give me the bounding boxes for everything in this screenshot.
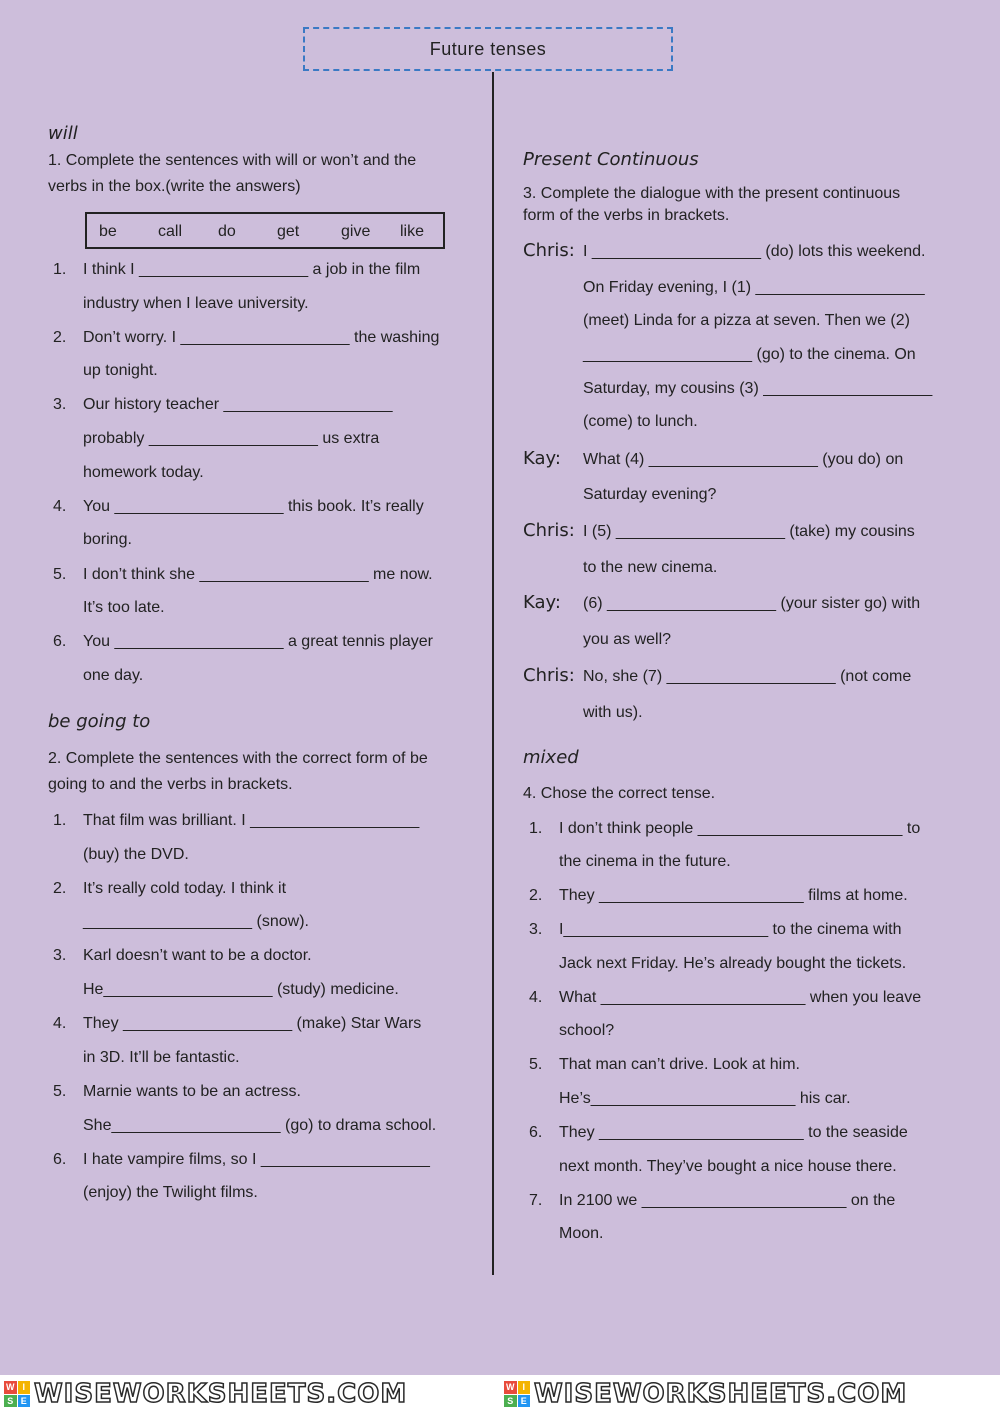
going-to-instruction-line1: 2. Complete the sentences with the correct form of be [48, 750, 428, 767]
will-instruction-line1: 1. Complete the sentences with will or won’t and the [48, 152, 417, 169]
will-item-text: up tonight. [83, 362, 158, 379]
will-instruction-line2: verbs in the box.(write the answers) [48, 178, 301, 195]
will-item-number: 1. [53, 261, 67, 278]
going-to-heading: be going to [48, 711, 151, 732]
mixed-item-text: school? [559, 1022, 615, 1039]
logo-letter: I [18, 1381, 31, 1394]
footer-banner [0, 1375, 1000, 1413]
mixed-item-number: 4. [529, 989, 543, 1006]
word-box-item: be [99, 223, 117, 240]
mixed-item-text: In 2100 we _______________________ on the [559, 1192, 896, 1209]
going-item-text: ___________________ (snow). [83, 913, 309, 930]
mixed-item-number: 6. [529, 1124, 543, 1141]
brand-logo[interactable] [4, 1379, 407, 1409]
speaker-name: Chris: [523, 520, 575, 541]
will-item-text: It’s too late. [83, 599, 165, 616]
dialogue-line: (come) to lunch. [583, 413, 698, 430]
mixed-item-text: I don’t think people _______________________ to [559, 820, 921, 837]
mixed-item-text: They _______________________ to the seaside [559, 1124, 908, 1141]
present-continuous-heading: Present Continuous [523, 149, 699, 170]
dialogue-line: I ___________________ (do) lots this weekend. [583, 243, 926, 260]
going-item-text: (enjoy) the Twilight films. [83, 1184, 258, 1201]
brand-name: WISEWORKSHEETS.COM [34, 1379, 408, 1409]
mixed-instruction: 4. Chose the correct tense. [523, 785, 716, 802]
logo-letter: E [518, 1395, 531, 1408]
logo-letter: S [4, 1395, 17, 1408]
going-item-text: It’s really cold today. I think it [83, 880, 287, 897]
mixed-item-text: That man can’t drive. Look at him. [559, 1056, 800, 1073]
logo-letter: E [18, 1395, 31, 1408]
will-item-text: probably ___________________ us extra [83, 430, 380, 447]
dialogue-line: you as well? [583, 631, 672, 648]
will-item-number: 5. [53, 566, 67, 583]
going-item-number: 2. [53, 880, 67, 897]
word-box-item: get [277, 223, 300, 240]
dialogue-line: Saturday, my cousins (3) ___________________ [583, 380, 933, 397]
going-item-text: Marnie wants to be an actress. [83, 1083, 301, 1100]
word-box [85, 212, 445, 249]
mixed-item-number: 7. [529, 1192, 543, 1209]
will-item-text: You ___________________ this book. It’s really [83, 498, 424, 515]
will-item-text: boring. [83, 531, 132, 548]
mixed-heading: mixed [523, 747, 579, 768]
going-to-instruction-line2: going to and the verbs in brackets. [48, 776, 293, 793]
brand-logo[interactable] [504, 1379, 907, 1409]
mixed-item-text: Jack next Friday. He’s already bought the tickets. [559, 955, 907, 972]
going-item-text: Karl doesn’t want to be a doctor. [83, 947, 312, 964]
dialogue-line: with us). [583, 704, 643, 721]
will-item-number: 2. [53, 329, 67, 346]
logo-grid-icon [504, 1381, 530, 1407]
mixed-item-number: 5. [529, 1056, 543, 1073]
dialogue-line: I (5) ___________________ (take) my cousins [583, 523, 915, 540]
dialogue-line: No, she (7) ___________________ (not come [583, 668, 912, 685]
speaker-name: Chris: [523, 665, 575, 686]
will-item-text: homework today. [83, 464, 204, 481]
present-instruction-line2: form of the verbs in brackets. [523, 207, 730, 224]
will-item-text: Our history teacher ___________________ [83, 396, 393, 413]
mixed-item-number: 2. [529, 887, 543, 904]
dialogue-line: Saturday evening? [583, 486, 717, 503]
logo-letter: S [504, 1395, 517, 1408]
speaker-name: Kay: [523, 592, 561, 613]
speaker-name: Chris: [523, 240, 575, 261]
dialogue-line: (meet) Linda for a pizza at seven. Then we (2) [583, 312, 910, 329]
going-item-text: in 3D. It’ll be fantastic. [83, 1049, 240, 1066]
will-item-text: one day. [83, 667, 144, 684]
logo-letter: W [6, 1382, 15, 1392]
mixed-item-text: I_______________________ to the cinema with [559, 921, 902, 938]
going-item-text: I hate vampire films, so I ___________________ [83, 1151, 430, 1168]
dialogue-line: On Friday evening, I (1) ___________________ [583, 279, 925, 296]
going-item-number: 5. [53, 1083, 67, 1100]
going-item-number: 3. [53, 947, 67, 964]
will-item-text: Don’t worry. I ___________________ the washing [83, 329, 440, 346]
logo-letter: I [518, 1381, 531, 1394]
will-item-text: You ___________________ a great tennis player [83, 633, 433, 650]
speaker-name: Kay: [523, 448, 561, 469]
will-item-number: 4. [53, 498, 67, 515]
column-divider [492, 72, 494, 1275]
logo-letter: W [506, 1382, 515, 1392]
word-box-item: give [341, 223, 371, 240]
title-text: Future tenses [429, 38, 547, 59]
going-item-text: They ___________________ (make) Star Wars [83, 1015, 422, 1032]
mixed-item-text: the cinema in the future. [559, 853, 731, 870]
dialogue-line: ___________________ (go) to the cinema. On [583, 346, 916, 363]
logo-grid-icon [4, 1381, 30, 1407]
going-item-number: 1. [53, 812, 67, 829]
will-item-number: 3. [53, 396, 67, 413]
will-item-text: industry when I leave university. [83, 295, 309, 312]
page-title [303, 27, 673, 71]
word-box-item: do [218, 223, 236, 240]
will-item-text: I don’t think she ___________________ me now. [83, 566, 433, 583]
brand-name: WISEWORKSHEETS.COM [534, 1379, 908, 1409]
dialogue-line: (6) ___________________ (your sister go) with [583, 595, 921, 612]
word-box-item: like [400, 223, 425, 240]
dialogue-line: to the new cinema. [583, 559, 718, 576]
word-box-item: call [158, 223, 183, 240]
will-item-text: I think I ___________________ a job in the film [83, 261, 421, 278]
present-instruction-line1: 3. Complete the dialogue with the present continuous [523, 185, 901, 202]
going-item-number: 4. [53, 1015, 67, 1032]
mixed-item-text: He’s_______________________ his car. [559, 1090, 851, 1107]
will-heading: will [48, 123, 78, 144]
going-item-text: That film was brilliant. I ___________________ [83, 812, 420, 829]
mixed-item-number: 3. [529, 921, 543, 938]
going-item-number: 6. [53, 1151, 67, 1168]
mixed-item-text: They _______________________ films at home. [559, 887, 908, 904]
dialogue-line: What (4) ___________________ (you do) on [583, 451, 904, 468]
mixed-item-text: What _______________________ when you leave [559, 989, 922, 1006]
going-item-text: She___________________ (go) to drama school. [83, 1117, 437, 1134]
will-item-number: 6. [53, 633, 67, 650]
going-item-text: (buy) the DVD. [83, 846, 189, 863]
going-item-text: He___________________ (study) medicine. [83, 981, 399, 998]
mixed-item-text: Moon. [559, 1225, 604, 1242]
mixed-item-number: 1. [529, 820, 543, 837]
mixed-item-text: next month. They’ve bought a nice house there. [559, 1158, 897, 1175]
